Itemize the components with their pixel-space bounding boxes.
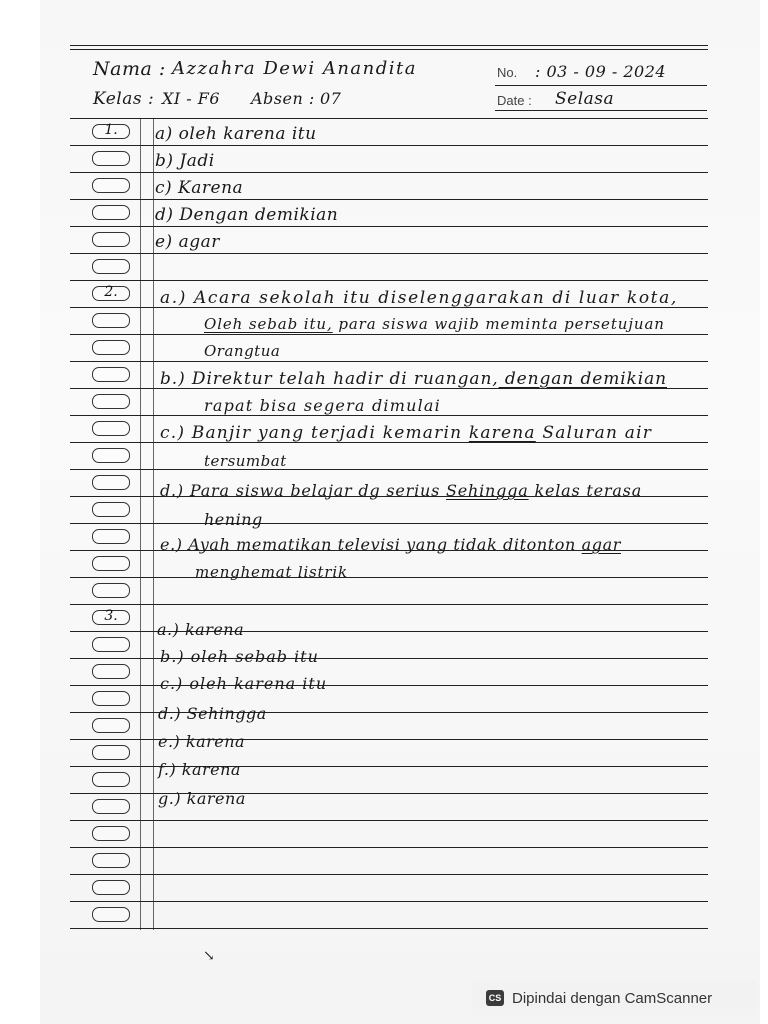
top-rule-2 [70, 49, 708, 50]
section-2-number: 2. [104, 284, 118, 300]
number-box [92, 502, 130, 517]
number-box [92, 556, 130, 571]
s2-d-connector: Sehingga [446, 481, 529, 500]
ruled-line [70, 280, 708, 281]
s3-item-g: g.) karena [158, 789, 246, 808]
number-box [92, 880, 130, 895]
s2-a-line2 [204, 315, 665, 333]
header-rule-2 [495, 110, 707, 111]
number-box [92, 799, 130, 814]
notebook-page [40, 0, 760, 1024]
s3-item-a: a.) karena [157, 620, 245, 639]
ruled-line [70, 874, 708, 875]
ruled-line [70, 415, 708, 416]
ruled-line [70, 901, 708, 902]
number-box [92, 448, 130, 463]
number-box [92, 259, 130, 274]
s2-a-line3: Orangtua [204, 342, 281, 360]
ruled-line [70, 118, 708, 119]
s2-d-line1-text: d.) Para siswa belajar dg serius [160, 481, 446, 500]
s3-item-b: b.) oleh sebab itu [160, 647, 319, 666]
number-box [92, 610, 130, 625]
absen-label: Absen : [251, 89, 315, 108]
number-box [92, 853, 130, 868]
date-label: Date : [497, 93, 532, 108]
s2-c-line2: tersumbat [204, 452, 287, 470]
s2-a-line1: a.) Acara sekolah itu diselenggarakan di luar kota, [160, 288, 678, 308]
kelas-label: Kelas : [93, 89, 155, 109]
ruled-line [70, 847, 708, 848]
left-margin-line [140, 118, 141, 930]
ruled-line [70, 145, 708, 146]
s1-item-c: c) Karena [155, 178, 244, 198]
s3-item-d: d.) Sehingga [158, 704, 267, 723]
number-box [92, 124, 130, 139]
number-box [92, 529, 130, 544]
s1-item-e: e) agar [155, 232, 220, 252]
date-value: Selasa [555, 89, 615, 109]
number-box [92, 286, 130, 301]
number-box [92, 151, 130, 166]
kelas-value: XI - F6 [162, 89, 221, 108]
number-box [92, 637, 130, 652]
ruled-line [70, 361, 708, 362]
s2-b-connector: dengan demikian [498, 369, 667, 389]
s2-e-line2: menghemat listrik [195, 563, 348, 581]
s2-b-line2: rapat bisa segera dimulai [204, 396, 441, 415]
top-rule [70, 45, 708, 46]
ruled-line [70, 928, 708, 929]
number-box [92, 205, 130, 220]
s3-item-c: c.) oleh karena itu [160, 674, 328, 693]
number-box [92, 178, 130, 193]
header-rule-1 [495, 85, 707, 86]
ruled-line [70, 820, 708, 821]
absen-value: 07 [320, 89, 342, 108]
ruled-line [70, 469, 708, 470]
number-box [92, 718, 130, 733]
nama-value: Azzahra Dewi Anandita [172, 58, 417, 79]
ruled-line [70, 253, 708, 254]
left-margin-line-2 [153, 118, 154, 930]
number-box [92, 340, 130, 355]
s2-c-connector: karena [468, 423, 536, 443]
s1-item-d: d) Dengan demikian [155, 205, 339, 225]
s1-item-a: a) oleh karena itu [155, 124, 317, 144]
s2-e-line1 [160, 535, 621, 554]
camscanner-text: Dipindai dengan CamScanner [512, 989, 713, 1007]
number-box [92, 691, 130, 706]
s2-c-line1 [160, 423, 652, 443]
number-box [92, 583, 130, 598]
s2-d-line2: hening [204, 510, 263, 529]
s2-e-line1-text: e.) Ayah mematikan televisi yang tidak ditonton [160, 535, 582, 554]
ruled-line [70, 577, 708, 578]
number-box [92, 772, 130, 787]
section-1-number: 1. [104, 122, 118, 138]
s2-c-line1-text: c.) Banjir yang terjadi kemarin [160, 423, 469, 443]
s3-item-e: e.) karena [158, 732, 246, 751]
number-box [92, 367, 130, 382]
number-box [92, 907, 130, 922]
ruled-line [70, 199, 708, 200]
section-3-number: 3. [104, 608, 118, 624]
number-box [92, 475, 130, 490]
ruled-line [70, 523, 708, 524]
ruled-line [70, 334, 708, 335]
s1-item-b: b) Jadi [155, 151, 215, 171]
pen-mark: ↘ [203, 948, 216, 964]
s2-e-connector: agar [581, 535, 622, 554]
camscanner-watermark [472, 981, 756, 1015]
s2-a-connector: Oleh sebab itu, [204, 315, 333, 333]
no-value: : 03 - 09 - 2024 [535, 62, 667, 81]
no-label: No. [497, 65, 518, 80]
camscanner-icon: CS [486, 990, 504, 1006]
number-box [92, 394, 130, 409]
ruled-line [70, 226, 708, 227]
s2-d-line1 [160, 481, 642, 500]
number-box [92, 745, 130, 760]
s2-c-line1-rest: Saluran air [535, 423, 653, 443]
number-box [92, 313, 130, 328]
s2-b-line1 [160, 369, 667, 389]
ruled-line [70, 172, 708, 173]
s2-a-line2-rest: para siswa wajib meminta persetujuan [332, 315, 665, 333]
number-box [92, 421, 130, 436]
number-box [92, 826, 130, 841]
ruled-line [70, 604, 708, 605]
s2-b-line1-text: b.) Direktur telah hadir di ruangan, [160, 369, 499, 389]
nama-label: Nama : [93, 58, 166, 80]
s3-item-f: f.) karena [158, 760, 241, 779]
number-box [92, 664, 130, 679]
s2-d-line1-rest: kelas terasa [528, 481, 643, 500]
number-box [92, 232, 130, 247]
